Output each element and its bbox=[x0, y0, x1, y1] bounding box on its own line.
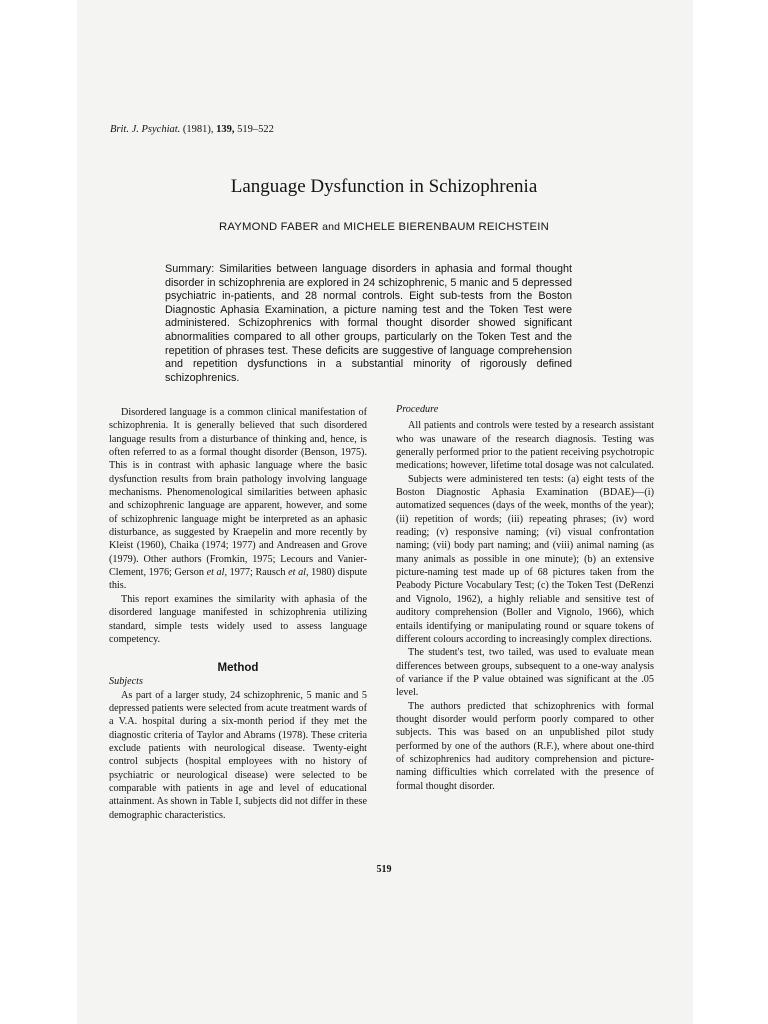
journal-name: Brit. J. Psychiat. bbox=[110, 124, 181, 135]
procedure-heading: Procedure bbox=[396, 404, 439, 415]
citation-year: (1981), bbox=[182, 124, 214, 135]
procedure-paragraph-4: The authors predicted that schizophrenics with formal thought disorder would perform poorly compared to other subjects. This was based on an unpublished pilot study performed by one of the authors (R.F.), where about one-third of schizophrenics had auditory comprehension and picture-naming difficulties which correlated with the presence of formal thought disorder. bbox=[396, 700, 654, 792]
page-number: 519 bbox=[376, 864, 392, 875]
citation-pages: 519–522 bbox=[237, 124, 274, 135]
procedure-paragraph-3: The student's test, two tailed, was used to evaluate mean differences between groups, subsequent to a one-way analysis of variance if the P value obtained was significant at the .05 level. bbox=[396, 647, 654, 699]
method-heading: Method bbox=[217, 662, 259, 675]
article-title: Language Dysfunction in Schizophrenia bbox=[230, 176, 538, 197]
intro-paragraph-2: This report examines the similarity with aphasia of the disordered language manifested in schizophrenia utilizing standard, simple tests widely used to assess language competency. bbox=[109, 593, 367, 645]
procedure-paragraph-1: All patients and controls were tested by a research assistant who was unaware of the research diagnosis. Testing was generally performed prior to the patient receiving psychotropic medications; however, lifetime total dosage was not calculated. bbox=[396, 420, 654, 472]
subjects-paragraph: As part of a larger study, 24 schizophrenic, 5 manic and 5 depressed patients were selected from acute treatment wards of a V.A. hospital during a six-month period if they met the diagnostic criteria of Taylor and Abrams (1978). These criteria exclude patients with neurological disease. Twenty-eight control subjects (hospital employees with no history of psychiatric or neurological disease) were selected to be comparable with patients in age and level of educational attainment. As shown in Table I, subjects did not differ in these demographic characteristics. bbox=[109, 689, 367, 821]
subjects-heading: Subjects bbox=[109, 676, 143, 688]
intro-p1-text-a: Disordered language is a common clinical manifestation of schizophrenia. It is generally believed that such disordered language results from a disturbance of thinking and, hence, is often referred to as a formal thought disorder (Benson, 1975). This is in contrast with aphasic language where the basic dysfunction results from brain pathology involving language mechanisms. Phenomenological similarities between aphasic and schizophrenic language are apparent, however, and some of schizophrenic language might be interpreted as an aphasic disturbance, as suggested by Kraepelin and more recently by Kleist (1960), Chaika (1974; 1977) and Andreasen and Grove (1979). Other authors (Fromkin, 1975; Lecours and Vanier-Clement, 1976; Gerson bbox=[109, 407, 367, 579]
intro-p1-text-b: 1977; Rausch bbox=[227, 567, 289, 579]
right-column bbox=[396, 403, 654, 793]
author-conjunction: and bbox=[322, 221, 341, 233]
author-line bbox=[0, 220, 768, 234]
et-al-2: et al, bbox=[288, 567, 309, 579]
intro-p1-text-c: 1980) dispute this. bbox=[109, 567, 368, 592]
et-al-1: et al, bbox=[206, 567, 228, 579]
left-column bbox=[109, 406, 367, 822]
procedure-paragraph-2: Subjects were administered ten tests: (a) eight tests of the Boston Diagnostic Aphasia Examination (BDAE)—(i) automatized sequences (days of the week, months of the year); (ii) repetition of words; (iii) repeating phrases; (iv) word reading; (v) responsive naming; (vi) visual confrontation naming; (vii) body part naming; and (viii) animal naming (as many animals as possible in one minute); (b) an extensive picture-naming test made up of 68 pictures taken from the Peabody Picture Vocabulary Test; (c) the Token Test (DeRenzi and Vignolo, 1962), a highly reliable and sensitive test of auditory comprehension (Boller and Vignolo, 1966), which entails identifying or manipulating round or square tokens of different colours according to increasingly complex directions. bbox=[396, 473, 654, 645]
intro-paragraph-1 bbox=[109, 406, 367, 593]
journal-citation bbox=[110, 123, 274, 136]
citation-volume: 139, bbox=[216, 124, 235, 135]
article-summary: Summary: Similarities between language disorders in aphasia and formal thought disorder in schizophrenia are explored in 24 schizophrenic, 5 manic and 5 depressed psychiatric in-patients, and 28 normal controls. Eight sub-tests from the Boston Diagnostic Aphasia Examination, a picture naming test and the Token Test were administered. Schizophrenics with formal thought disorder showed significant abnormalities compared to all other groups, particularly on the Token Test and the repetition of phrases test. These deficits are suggestive of language comprehension and repetition dysfunctions in a substantial minority of rigorously defined schizophrenics. bbox=[165, 263, 572, 384]
author-2: MICHELE BIERENBAUM REICHSTEIN bbox=[343, 221, 549, 233]
author-1: RAYMOND FABER bbox=[219, 221, 319, 233]
